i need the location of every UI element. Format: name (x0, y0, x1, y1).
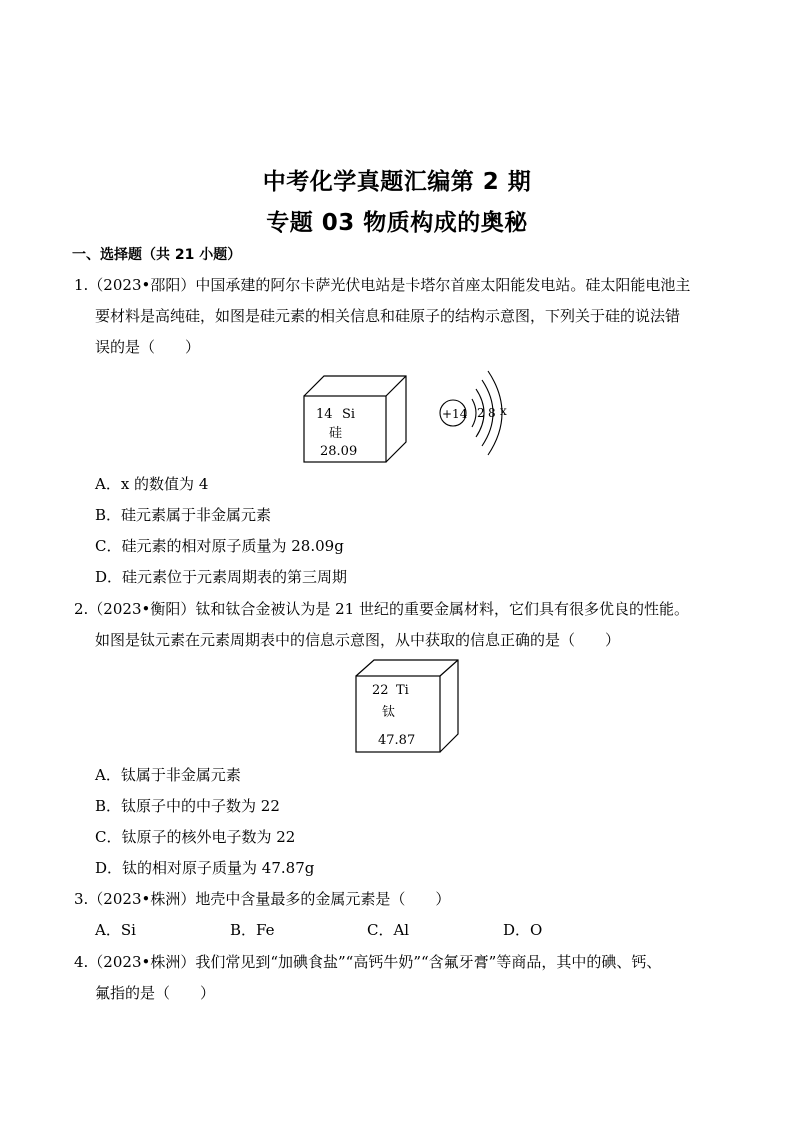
question-3-option-d: D．O (503, 921, 543, 939)
question-1-line-1: 1.（2023•邵阳）中国承建的阿尔卡萨光伏电站是卡塔尔首座太阳能发电站。硅太阳能电池主 (74, 276, 691, 294)
question-2-option-b: B．钛原子中的中子数为 22 (95, 797, 280, 815)
silicon-symbol: Si (342, 407, 356, 422)
question-4-line-2: 氟指的是（ ） (95, 984, 216, 1002)
silicon-name: 硅 (329, 426, 343, 441)
question-3-option-c: C．Al (367, 921, 410, 939)
question-4-line-1: 4.（2023•株洲）我们常见到“加碘食盐”“高钙牛奶”“含氟牙膏”等商品，其中的碘、钙、 (74, 953, 662, 971)
question-1-line-2: 要材料是高纯硅，如图是硅元素的相关信息和硅原子的结构示意图，下列关于硅的说法错 (95, 307, 681, 325)
question-2-line-2: 如图是钛元素在元素周期表中的信息示意图，从中获取的信息正确的是（ ） (95, 631, 621, 649)
silicon-atomic-number: 14 (316, 407, 333, 422)
question-1-option-a: A．x 的数值为 4 (95, 475, 209, 493)
silicon-nucleus-charge: +14 (442, 407, 468, 421)
question-1-figure (296, 364, 536, 468)
titanium-name: 钛 (382, 705, 396, 720)
document-title: 中考化学真题汇编第 2 期 (262, 169, 532, 195)
question-1-option-b: B．硅元素属于非金属元素 (95, 506, 272, 524)
question-2-option-a: A．钛属于非金属元素 (95, 766, 241, 784)
silicon-atomic-mass: 28.09 (320, 444, 358, 459)
titanium-atomic-number: 22 (372, 683, 389, 698)
silicon-shell-3-electrons: x (500, 404, 507, 418)
question-2-option-c: C．钛原子的核外电子数为 22 (95, 828, 296, 846)
question-3-option-b: B．Fe (230, 921, 275, 939)
section-heading: 一、选择题（共 21 小题） (72, 247, 242, 263)
titanium-symbol: Ti (396, 683, 409, 698)
question-1-line-3: 误的是（ ） (95, 338, 201, 356)
document-subtitle: 专题 03 物质构成的奥秘 (266, 210, 528, 236)
question-1-option-c: C．硅元素的相对原子质量为 28.09g (95, 537, 344, 555)
titanium-atomic-mass: 47.87 (378, 733, 416, 748)
question-2-line-1: 2.（2023•衡阳）钛和钛合金被认为是 21 世纪的重要金属材料，它们具有很多优良的性能。 (74, 600, 689, 618)
silicon-shell-2-electrons: 8 (488, 406, 496, 420)
question-2-figure (348, 654, 468, 758)
question-2-option-d: D．钛的相对原子质量为 47.87g (95, 859, 315, 877)
question-3-option-a: A．Si (95, 921, 136, 939)
question-3-line-1: 3.（2023•株洲）地壳中含量最多的金属元素是（ ） (74, 890, 451, 908)
silicon-shell-1-electrons: 2 (477, 406, 485, 420)
question-1-option-d: D．硅元素位于元素周期表的第三周期 (95, 568, 348, 586)
